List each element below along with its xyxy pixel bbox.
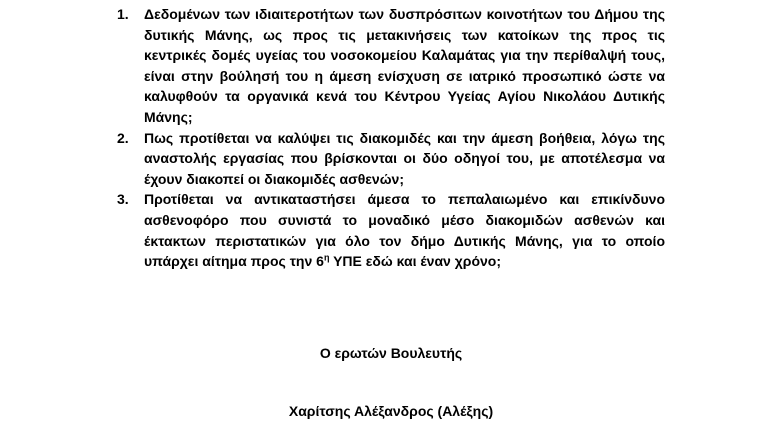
question-text-part: ΥΠΕ εδώ και έναν χρόνο;	[329, 253, 502, 270]
question-number: 2.	[117, 129, 129, 146]
question-number: 1.	[117, 6, 129, 22]
question-item-3	[117, 189, 665, 271]
question-number: 3.	[117, 191, 129, 208]
question-text: Δεδομένων των ιδιαιτεροτήτων των δυσπρόσιτων κοινοτήτων του Δήμου της δυτικής Μάνης, ως προς τις μετακινήσεις των κατοίκων της προς τις κεντρικές δομές υγείας του νοσοκομείου Καλαμάτας για την περίθαλψή τους, είναι στην βούλησή του η άμεση ενίσχυση σε ιατρικό προσωπικό ώστε να καλυφθούν τα οργανικά κενά του Κέντρου Υγείας Αγίου Νικολάου Δυτικής Μάνης;	[144, 6, 665, 125]
question-item-1	[117, 4, 665, 128]
question-text	[144, 189, 665, 271]
question-text-part: Προτίθεται να αντικαταστήσει άμεσα το πεπαλαιωμένο και επικίνδυνο ασθενοφόρο που συνιστά το μοναδικό μέσο διακομιδών ασθενών και έκτακτων περιστατικών για όλο τον δήμο Δυτικής Μάνης, για το οποίο υπάρχει αίτημα προς την 6	[144, 191, 665, 270]
question-item-2	[117, 128, 665, 190]
signature-role: Ο ερωτών Βουλευτής	[319, 345, 463, 361]
question-text: Πως προτίθεται να καλύψει τις διακομιδές και την άμεση βοήθεια, λόγω της αναστολής εργασίας που βρίσκονται οι δύο οδηγοί του, με αποτέλεσμα να έχουν διακοπεί οι διακομιδές ασθενών;	[144, 129, 665, 187]
ordinal-superscript: η	[323, 252, 330, 263]
questions-list	[117, 4, 665, 272]
signature-name: Χαρίτσης Αλέξανδρος (Αλέξης)	[288, 403, 494, 419]
